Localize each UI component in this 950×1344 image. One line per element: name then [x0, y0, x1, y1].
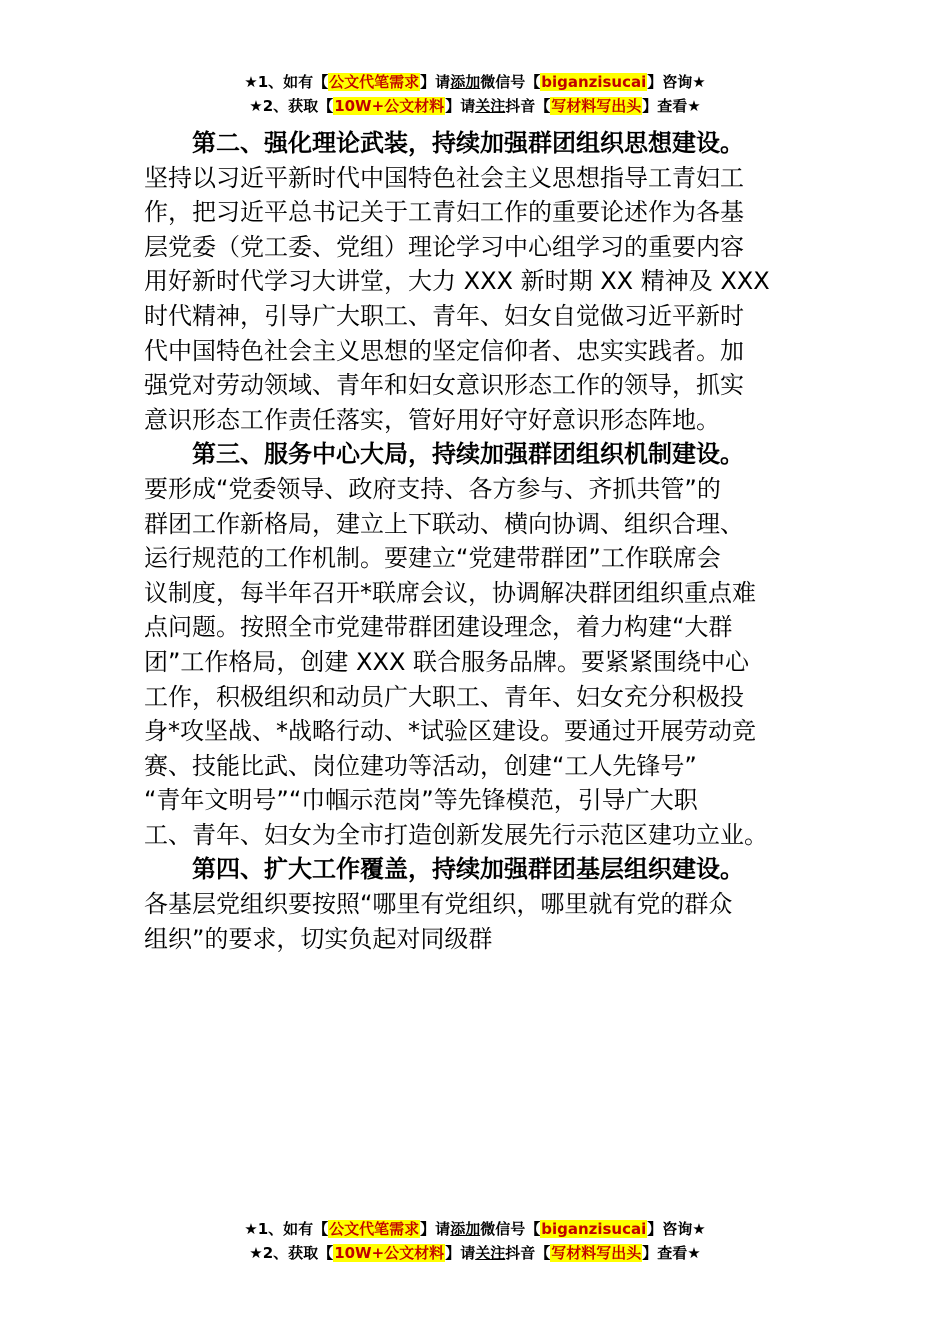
- highlight-materials: 10W+公文材料: [334, 97, 445, 115]
- paragraph-line: 组织”的要求，切实负起对同级群: [144, 924, 493, 953]
- paragraph-line: 运行规范的工作机制。要建立“党建带群团”工作联席会: [144, 544, 721, 573]
- banner-text: 】请: [420, 1220, 451, 1238]
- banner-text: 】查看★: [642, 1244, 701, 1262]
- banner-line-2: [0, 1241, 950, 1265]
- paragraph-line: 点问题。按照全市党建带群团建设理念，着力构建“大群: [144, 613, 733, 642]
- paragraph-line: 意识形态工作责任落实，管好用好守好意识形态阵地。: [144, 405, 720, 434]
- banner-text: 】请: [420, 73, 451, 91]
- paragraph-line: 身*攻坚战、*战略行动、*试验区建设。要通过开展劳动竞: [144, 717, 756, 746]
- banner-text: 抖音【: [505, 97, 551, 115]
- star-icon: ★: [244, 1220, 258, 1238]
- paragraph-line: 工、青年、妇女为全市打造创新发展先行示范区建功立业。: [144, 820, 768, 849]
- highlight-service: 公文代笔需求: [329, 73, 420, 91]
- highlight-service: 公文代笔需求: [329, 1220, 420, 1238]
- footer-banner: [0, 1217, 950, 1265]
- document-body: [144, 126, 808, 956]
- banner-text: 1、如有【: [257, 73, 329, 91]
- paragraph-line: “青年文明号”“巾帼示范岗”等先锋模范，引导广大职: [144, 786, 698, 815]
- highlight-wechat-id: biganzisucai: [541, 1220, 647, 1238]
- paragraph-line: 代中国特色社会主义思想的坚定信仰者、忠实实践者。加: [144, 336, 744, 365]
- paragraph-line: 群团工作新格局，建立上下联动、横向协调、组织合理、: [144, 509, 744, 538]
- banner-text: 】咨询★: [647, 73, 706, 91]
- banner-text: 】请: [445, 1244, 476, 1262]
- highlight-materials: 10W+公文材料: [334, 1244, 445, 1262]
- banner-text: 微信号【: [480, 73, 541, 91]
- paragraph-line: 时代精神，引导广大职工、青年、妇女自觉做习近平新时: [144, 301, 744, 330]
- underlined-text: 添加: [450, 1220, 481, 1238]
- paragraph-line: 团”工作格局，创建 XXX 联合服务品牌。要紧紧围绕中心: [144, 647, 750, 676]
- banner-text: 1、如有【: [257, 1220, 329, 1238]
- paragraph-line: 要形成“党委领导、政府支持、各方参与、齐抓共管”的: [144, 474, 721, 503]
- paragraph-line: 层党委（党工委、党组）理论学习中心组学习的重要内容: [144, 232, 744, 261]
- underlined-text: 关注: [475, 1244, 506, 1262]
- banner-text: 】咨询★: [647, 1220, 706, 1238]
- section-heading-4: 第四、扩大工作覆盖，持续加强群团基层组织建设。: [192, 855, 744, 884]
- paragraph-line: 用好新时代学习大讲堂，大力 XXX 新时期 XX 精神及 XXX: [144, 267, 770, 296]
- paragraph-line: 工作，积极组织和动员广大职工、青年、妇女充分积极投: [144, 682, 744, 711]
- paragraph-line: 坚持以习近平新时代中国特色社会主义思想指导工青妇工: [144, 163, 744, 192]
- paragraph-line: 各基层党组织要按照“哪里有党组织，哪里就有党的群众: [144, 890, 733, 919]
- paragraph-line: 赛、技能比武、岗位建功等活动，创建“工人先锋号”: [144, 751, 697, 780]
- banner-line-1: [0, 70, 950, 94]
- star-icon: ★: [244, 73, 258, 91]
- banner-text: 2、获取【: [262, 1244, 334, 1262]
- banner-text: 抖音【: [505, 1244, 551, 1262]
- underlined-text: 添加: [450, 73, 481, 91]
- paragraph-line: 强党对劳动领域、青年和妇女意识形态工作的领导，抓实: [144, 371, 744, 400]
- section-heading-3: 第三、服务中心大局，持续加强群团组织机制建设。: [192, 440, 744, 469]
- star-icon: ★: [249, 1244, 263, 1262]
- paragraph-line: 议制度，每半年召开*联席会议，协调解决群团组织重点难: [144, 578, 756, 607]
- highlight-douyin-account: 写材料写出头: [551, 1244, 642, 1262]
- section-heading-2: 第二、强化理论武装，持续加强群团组织思想建设。: [192, 129, 744, 157]
- banner-text: 】查看★: [642, 97, 701, 115]
- highlight-douyin-account: 写材料写出头: [551, 97, 642, 115]
- banner-text: 2、获取【: [262, 97, 334, 115]
- highlight-wechat-id: biganzisucai: [541, 73, 647, 91]
- banner-text: 】请: [445, 97, 476, 115]
- banner-text: 微信号【: [480, 1220, 541, 1238]
- underlined-text: 关注: [475, 97, 506, 115]
- star-icon: ★: [249, 97, 263, 115]
- banner-line-1: [0, 1217, 950, 1241]
- header-banner: [0, 70, 950, 118]
- banner-line-2: [0, 94, 950, 118]
- paragraph-line: 作，把习近平总书记关于工青妇工作的重要论述作为各基: [144, 198, 744, 227]
